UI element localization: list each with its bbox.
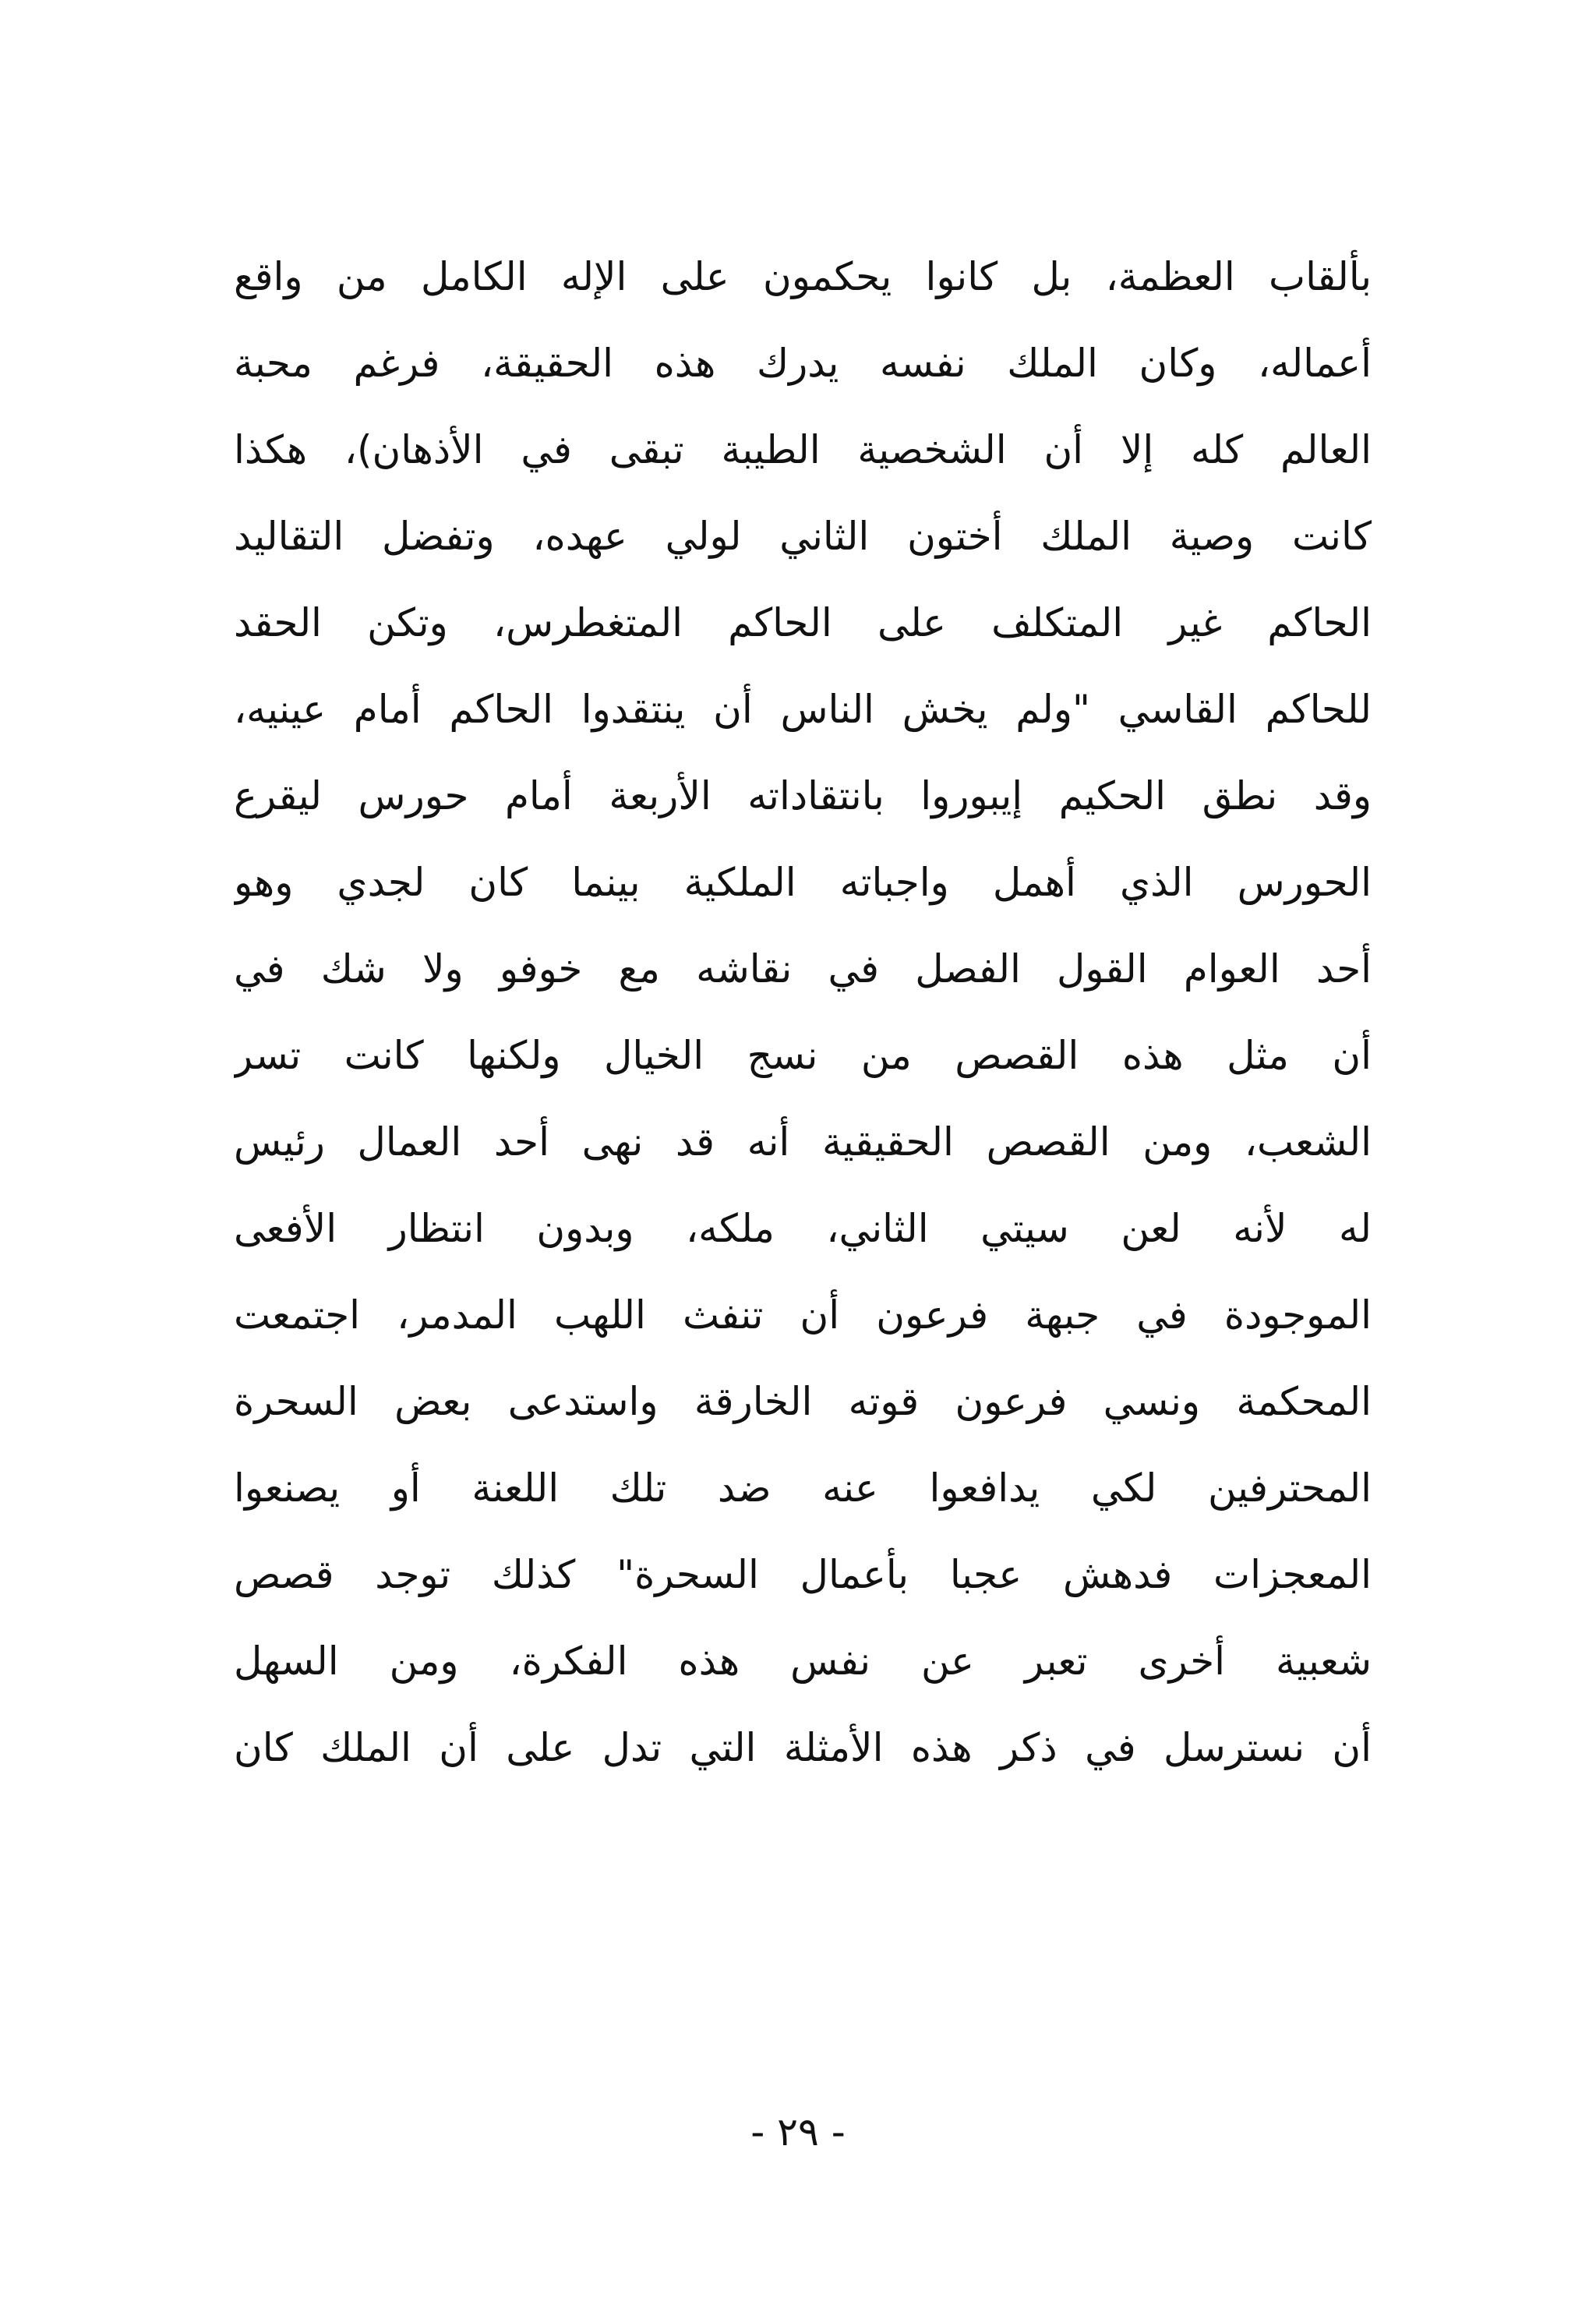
text-line: الشعب، ومن القصص الحقيقية أنه قد نهى أحد العمال رئيس (234, 1119, 1372, 1165)
text-line: له لأنه لعن سيتي الثاني، ملكه، وبدون انتظار الأفعى (234, 1206, 1372, 1251)
text-line: للحاكم القاسي "ولم يخش الناس أن ينتقدوا الحاكم أمام عينيه، (234, 687, 1372, 732)
text-line: بألقاب العظمة، بل كانوا يحكمون على الإله الكامل من واقع (234, 254, 1372, 299)
text-line: شعبية أخرى تعبر عن نفس هذه الفكرة، ومن السهل (234, 1639, 1372, 1684)
text-line: المحكمة ونسي فرعون قوته الخارقة واستدعى بعض السحرة (234, 1379, 1372, 1424)
text-line: كانت وصية الملك أختون الثاني لولي عهده، وتفضل التقاليد (234, 514, 1372, 559)
text-line: المعجزات فدهش عجبا بأعمال السحرة" كذلك توجد قصص (234, 1552, 1372, 1597)
page-number: - ٢٩ - (750, 2109, 846, 2155)
text-line: الحورس الذي أهمل واجباته الملكية بينما كان لجدي وهو (234, 860, 1372, 905)
text-line: أن نسترسل في ذكر هذه الأمثلة التي تدل على أن الملك كان (234, 1725, 1372, 1770)
text-line: أن مثل هذه القصص من نسج الخيال ولكنها كانت تسر (234, 1033, 1372, 1078)
text-line: وقد نطق الحكيم إيبوروا بانتقاداته الأربعة أمام حورس ليقرع (234, 773, 1372, 818)
text-line: الحاكم غير المتكلف على الحاكم المتغطرس، وتكن الحقد (234, 600, 1372, 645)
text-line: المحترفين لكي يدافعوا عنه ضد تلك اللعنة أو يصنعوا (234, 1465, 1372, 1511)
text-line: الموجودة في جبهة فرعون أن تنفث اللهب المدمر، اجتمعت (234, 1292, 1372, 1338)
text-line: أعماله، وكان الملك نفسه يدرك هذه الحقيقة، فرغم محبة (234, 341, 1372, 386)
text-line: أحد العوام القول الفصل في نقاشه مع خوفو ولا شك في (234, 946, 1372, 992)
text-line: العالم كله إلا أن الشخصية الطيبة تبقى في الأذهان)، هكذا (234, 427, 1372, 472)
body-text (234, 234, 1372, 1791)
